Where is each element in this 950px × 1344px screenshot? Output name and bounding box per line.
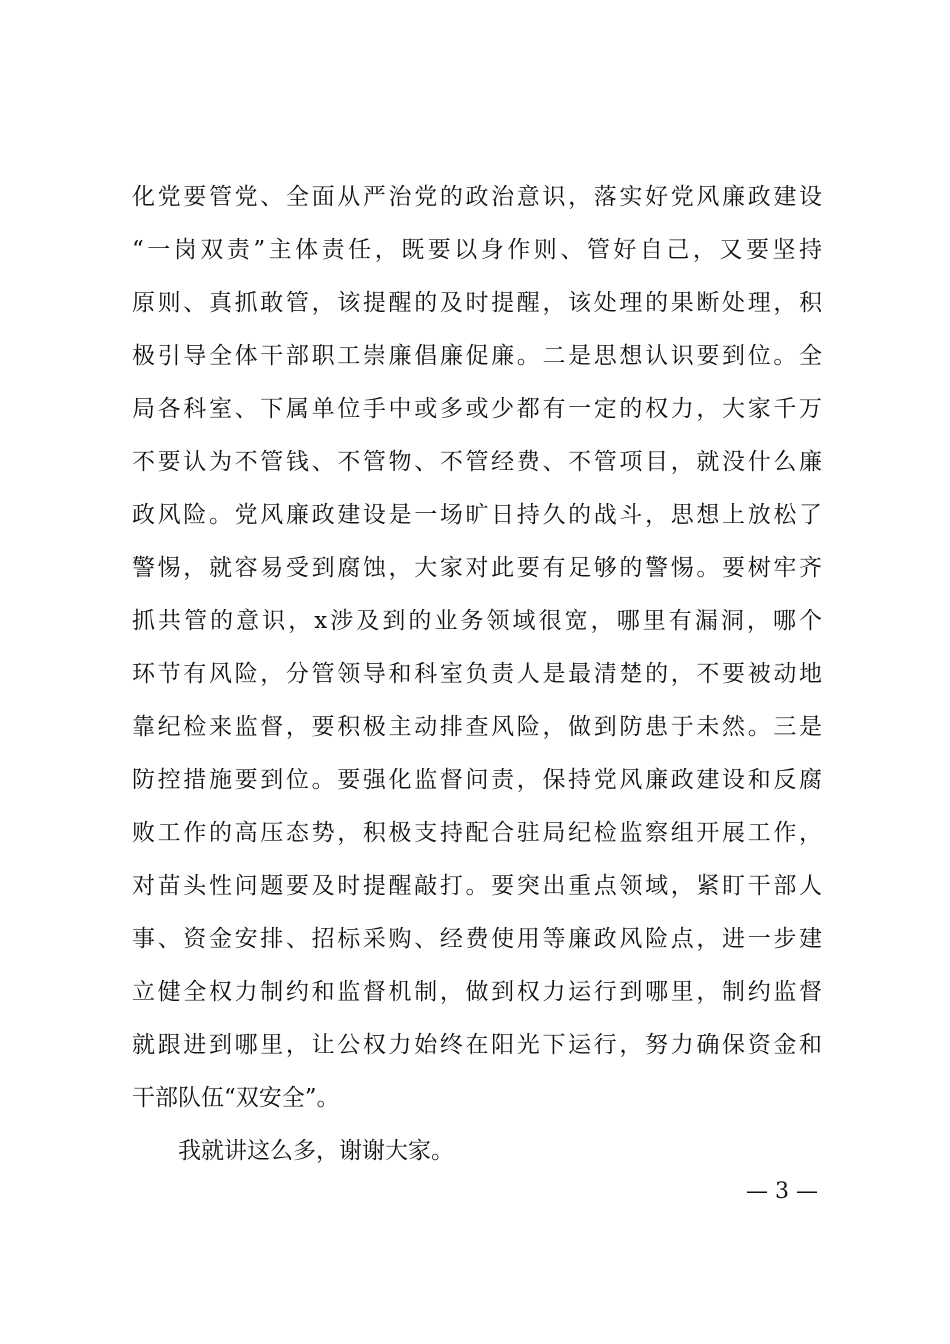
text-line-15: 事、资金安排、招标采购、经费使用等廉政风险点，进一步建	[132, 926, 822, 952]
text-line-3: 原则、真抓敢管，该提醒的及时提醒，该处理的果断处理，积	[132, 290, 822, 316]
text-line-11: 靠纪检来监督，要积极主动排查风险，做到防患于未然。三是	[132, 714, 822, 740]
document-body	[132, 178, 822, 1185]
text-line-17: 就跟进到哪里，让公权力始终在阳光下运行，努力确保资金和	[132, 1032, 822, 1058]
text-line-12: 防控措施要到位。要强化监督问责，保持党风廉政建设和反腐	[132, 767, 822, 793]
text-line-6: 不要认为不管钱、不管物、不管经费、不管项目，就没什么廉	[132, 449, 822, 475]
text-line-10: 环节有风险，分管领导和科室负责人是最清楚的，不要被动地	[132, 661, 822, 687]
text-line-8: 警惕，就容易受到腐蚀，大家对此要有足够的警惕。要树牢齐	[132, 555, 822, 581]
text-line-5: 局各科室、下属单位手中或多或少都有一定的权力，大家千万	[132, 396, 822, 422]
text-line-2: “一岗双责”主体责任，既要以身作则、管好自己，又要坚持	[132, 237, 822, 263]
text-line-14: 对苗头性问题要及时提醒敲打。要突出重点领域，紧盯干部人	[132, 873, 822, 899]
text-line-16: 立健全权力制约和监督机制，做到权力运行到哪里，制约监督	[132, 979, 822, 1005]
text-line-1: 化党要管党、全面从严治党的政治意识，落实好党风廉政建设	[132, 184, 822, 210]
text-line-13: 败工作的高压态势，积极支持配合驻局纪检监察组开展工作，	[132, 820, 822, 846]
text-line-9: 抓共管的意识，x涉及到的业务领域很宽，哪里有漏洞，哪个	[132, 608, 822, 634]
text-line-18: 干部队伍“双安全”。	[132, 1085, 340, 1111]
closing-paragraph: 我就讲这么多，谢谢大家。	[178, 1138, 454, 1164]
page-number: — 3 —	[746, 1179, 818, 1204]
text-line-7: 政风险。党风廉政建设是一场旷日持久的战斗，思想上放松了	[132, 502, 822, 528]
text-line-4: 极引导全体干部职工崇廉倡廉促廉。二是思想认识要到位。全	[132, 343, 822, 369]
